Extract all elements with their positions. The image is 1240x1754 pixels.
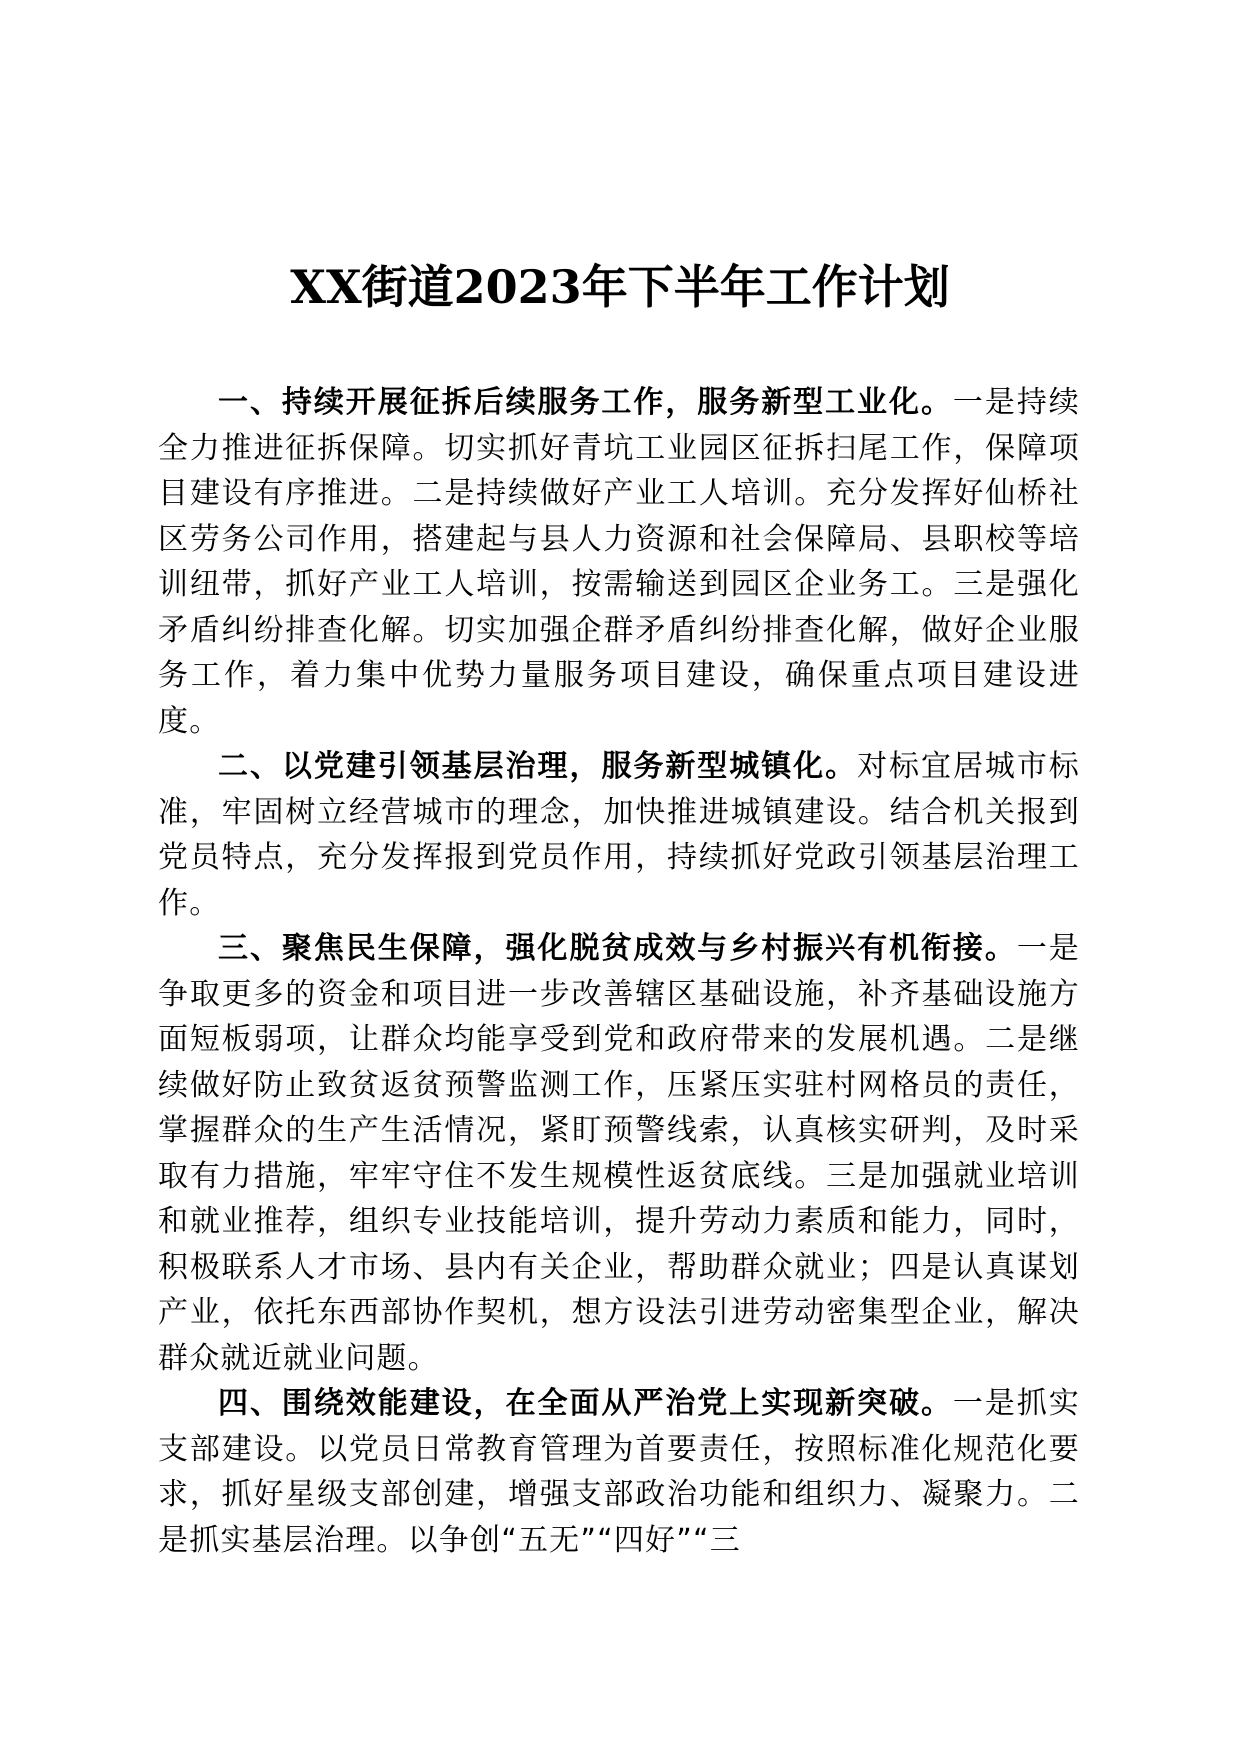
section-paragraph-4 [158, 1381, 1080, 1563]
section-heading-1: 一、持续开展征拆后续服务工作，服务新型工业化。 [218, 385, 953, 420]
section-heading-3: 三、聚焦民生保障，强化脱贫成效与乡村振兴有机衔接。 [218, 931, 1017, 966]
section-text-1: 一是持续全力推进征拆保障。切实抓好青坑工业园区征拆扫尾工作，保障项目建设有序推进。二是持续做好产业工人培训。充分发挥好仙桥社区劳务公司作用，搭建起与县人力资源和社会保障局、县职校等培训纽带，抓好产业工人培训，按需输送到园区企业务工。三是强化矛盾纠纷排查化解。切实加强企群矛盾纠纷排查化解，做好企业服务工作，着力集中优势力量服务项目建设，确保重点项目建设进度。 [158, 385, 1080, 739]
document-body [158, 380, 1080, 1563]
section-paragraph-2 [158, 744, 1080, 926]
section-paragraph-3 [158, 926, 1080, 1381]
section-heading-2: 二、以党建引领基层治理，服务新型城镇化。 [218, 749, 858, 784]
section-text-4: 一是抓实支部建设。以党员日常教育管理为首要责任，按照标准化规范化要求，抓好星级支部创建，增强支部政治功能和组织力、凝聚力。二是抓实基层治理。以争创“五无”“四好”“三 [158, 1386, 1080, 1558]
section-paragraph-1 [158, 380, 1080, 744]
section-text-2: 对标宜居城市标准，牢固树立经营城市的理念，加快推进城镇建设。结合机关报到党员特点，充分发挥报到党员作用，持续抓好党政引领基层治理工作。 [158, 749, 1080, 921]
section-heading-4: 四、围绕效能建设，在全面从严治党上实现新突破。 [218, 1386, 953, 1421]
document-title: XX街道2023年下半年工作计划 [290, 259, 950, 314]
section-text-3: 一是争取更多的资金和项目进一步改善辖区基础设施，补齐基础设施方面短板弱项，让群众均能享受到党和政府带来的发展机遇。二是继续做好防止致贫返贫预警监测工作，压紧压实驻村网格员的责任，掌握群众的生产生活情况，紧盯预警线索，认真核实研判，及时采取有力措施，牢牢守住不发生规模性返贫底线。三是加强就业培训和就业推荐，组织专业技能培训，提升劳动力素质和能力，同时，积极联系人才市场、县内有关企业，帮助群众就业；四是认真谋划产业，依托东西部协作契机，想方设法引进劳动密集型企业，解决群众就近就业问题。 [158, 931, 1080, 1376]
